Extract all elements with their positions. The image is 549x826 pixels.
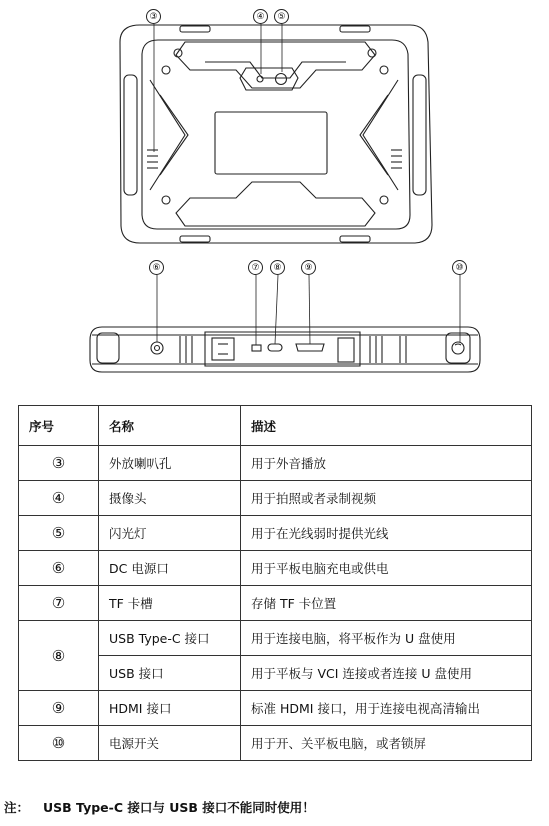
row-description: 存储 TF 卡位置: [241, 586, 532, 621]
tablet-back-outline: [120, 25, 432, 243]
row-number: ⑨: [19, 691, 99, 726]
row-name: DC 电源口: [99, 551, 241, 586]
power-switch: [452, 342, 464, 354]
row-name: USB Type-C 接口: [99, 621, 241, 656]
row-number: ④: [19, 481, 99, 516]
row-name: USB 接口: [99, 656, 241, 691]
row-name: 外放喇叭孔: [99, 446, 241, 481]
table-header-row: [19, 406, 532, 446]
table-row: [19, 446, 532, 481]
dc-port: [151, 342, 163, 354]
row-description: 用于平板与 VCI 连接或者连接 U 盘使用: [241, 656, 532, 691]
row-number: ⑥: [19, 551, 99, 586]
hdmi-port: [296, 344, 324, 351]
row-number: ⑧: [19, 621, 99, 691]
row-description: 用于平板电脑充电或供电: [241, 551, 532, 586]
speaker-grille: [147, 150, 402, 168]
table-row: [19, 551, 532, 586]
callout-dc-port: ⑥: [149, 260, 164, 275]
callout-power: ⑩: [452, 260, 467, 275]
table-row: [19, 481, 532, 516]
header-name: 名称: [99, 406, 241, 446]
table-row: [19, 726, 532, 761]
camera-lens: [257, 76, 263, 82]
callout-usb: ⑧: [270, 260, 285, 275]
tablet-back-label-area: [215, 112, 327, 174]
note-text: USB Type-C 接口与 USB 接口不能同时使用！: [43, 800, 315, 815]
row-description: 用于连接电脑，将平板作为 U 盘使用: [241, 621, 532, 656]
table-row: [19, 691, 532, 726]
callout-tf-slot: ⑦: [248, 260, 263, 275]
usage-note: [4, 798, 315, 816]
tablet-back-view-diagram: [0, 0, 549, 260]
header-description: 描述: [241, 406, 532, 446]
table-row: [19, 586, 532, 621]
callout-hdmi: ⑨: [301, 260, 316, 275]
row-description: 用于开、关平板电脑，或者锁屏: [241, 726, 532, 761]
usb-type-c-port: [268, 344, 282, 351]
callout-camera: ④: [253, 9, 268, 24]
row-description: 用于在光线弱时提供光线: [241, 516, 532, 551]
row-number: ⑤: [19, 516, 99, 551]
tablet-side-outline: [90, 327, 480, 372]
row-name: 闪光灯: [99, 516, 241, 551]
note-label: 注：: [4, 800, 30, 815]
header-number: 序号: [19, 406, 99, 446]
port-description-table: [18, 405, 532, 761]
flash-light: [276, 74, 287, 85]
row-description: 标准 HDMI 接口，用于连接电视高清输出: [241, 691, 532, 726]
row-name: 电源开关: [99, 726, 241, 761]
row-number: ③: [19, 446, 99, 481]
row-number: ⑦: [19, 586, 99, 621]
row-name: HDMI 接口: [99, 691, 241, 726]
row-name: 摄像头: [99, 481, 241, 516]
row-description: 用于拍照或者录制视频: [241, 481, 532, 516]
port-cover: [205, 332, 360, 366]
camera-housing: [240, 68, 298, 90]
table-row: [19, 621, 532, 656]
table-row: [19, 516, 532, 551]
callout-flash: ⑤: [274, 9, 289, 24]
row-description: 用于外音播放: [241, 446, 532, 481]
tf-card-slot: [252, 345, 261, 351]
row-number: ⑩: [19, 726, 99, 761]
callout-speaker: ③: [146, 9, 161, 24]
row-name: TF 卡槽: [99, 586, 241, 621]
